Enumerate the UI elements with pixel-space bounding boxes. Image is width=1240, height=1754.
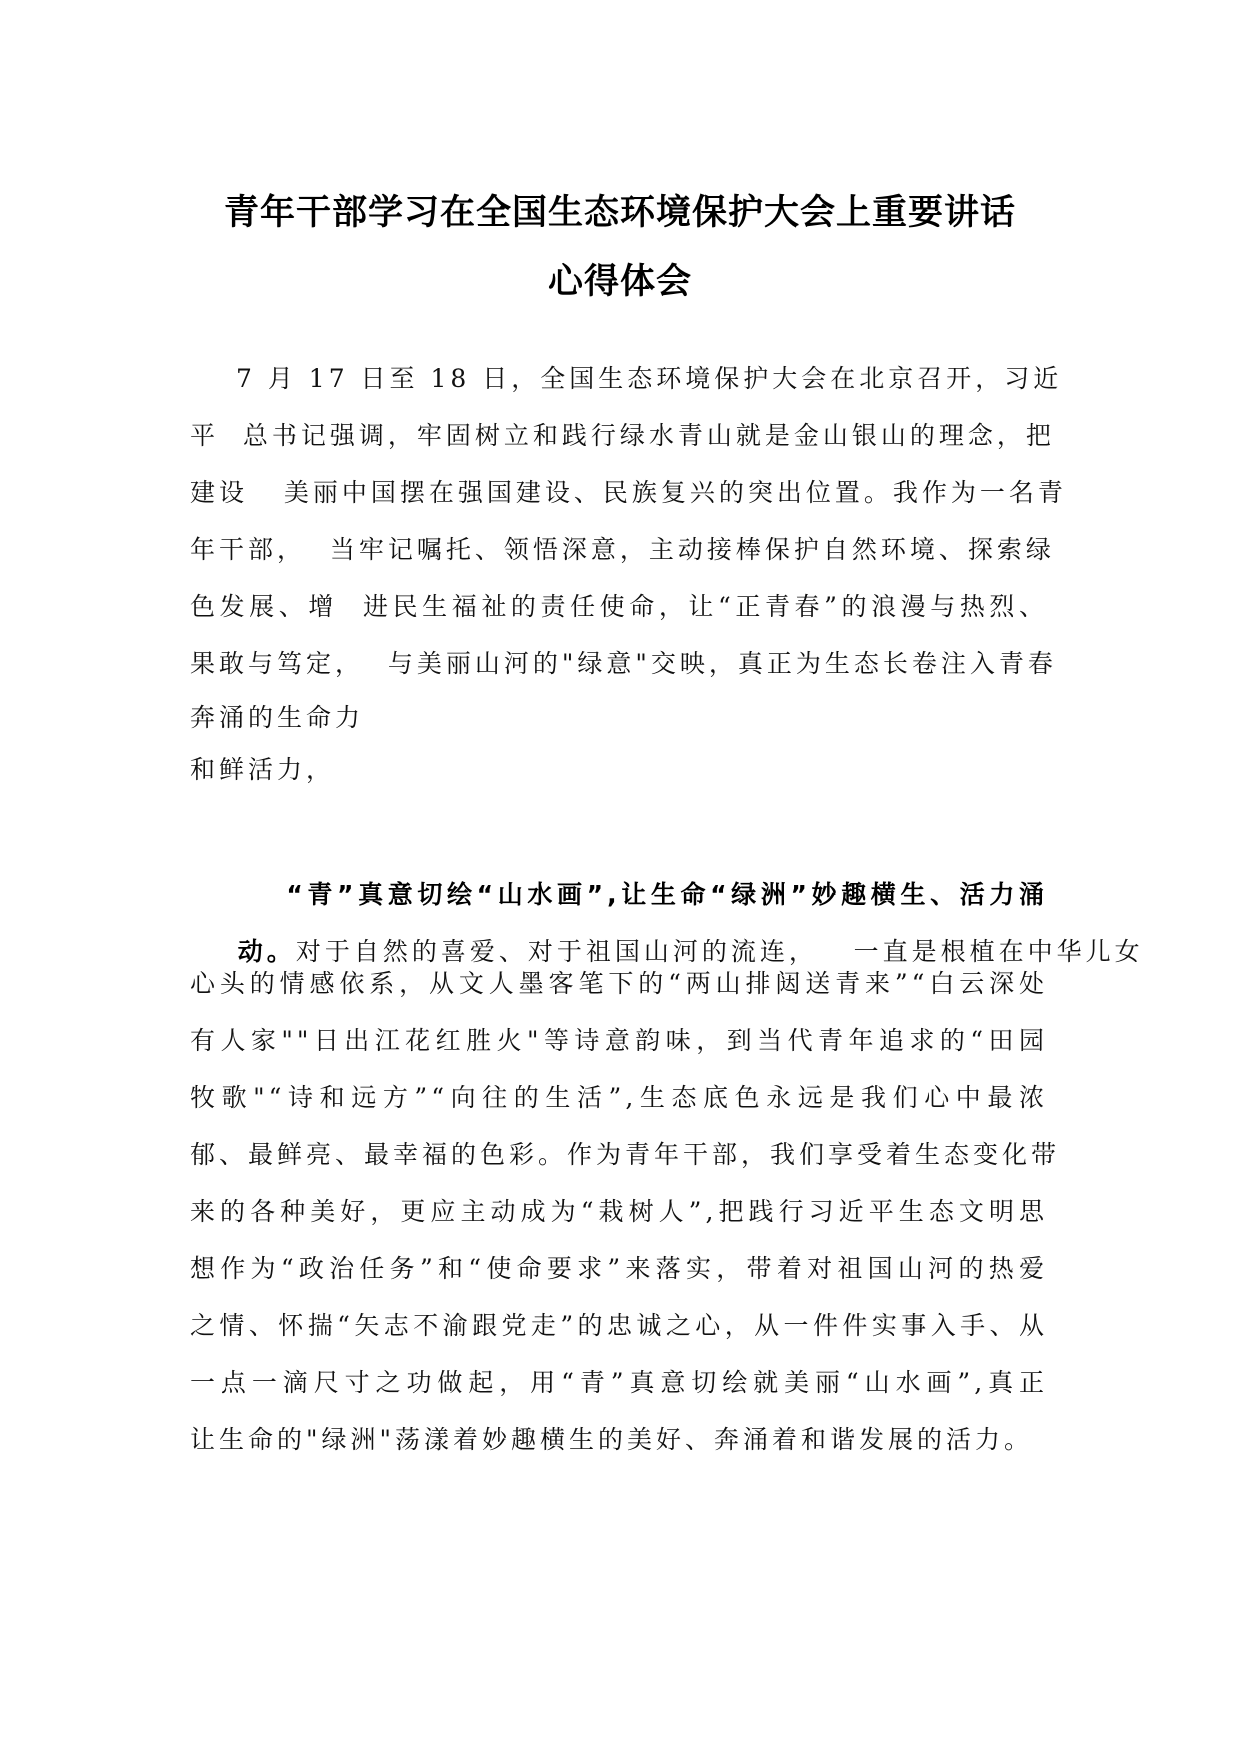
paragraph-2-line-4: 有人家""日出江花红胜火"等诗意韵味，到当代青年追求的“田园 (190, 1026, 1048, 1055)
paragraph-2-line-6: 郁、最鲜亮、最幸福的色彩。作为青年干部，我们享受着生态变化带 (190, 1140, 1061, 1169)
paragraph-2-line-11: 让生命的"绿洲"荡漾着妙趣横生的美好、奔涌着和谐发展的活力。 (190, 1425, 1034, 1454)
paragraph-1-line-8: 和鲜活力， (190, 755, 336, 784)
document-title-line-2: 心得体会 (547, 262, 692, 302)
paragraph-1-line-4: 年干部， 当牢记嘱托、领悟深意，主动接棒保护自然环境、探索绿 (190, 535, 1055, 564)
paragraph-2-line-2-text: 对于自然的喜爱、对于祖国山河的流连， 一直是根植在中华儿女 (295, 937, 1144, 966)
document-title-line-1: 青年干部学习在全国生态环境保护大会上重要讲话 (223, 193, 1016, 233)
paragraph-2-bold-heading-end: 动。 (237, 937, 296, 966)
paragraph-1-line-1: 7 月 17 日至 18 日，全国生态环境保护大会在北京召开，习近 (236, 364, 1063, 393)
paragraph-1-line-3: 建设 美丽中国摆在强国建设、民族复兴的突出位置。我作为一名青 (190, 478, 1067, 507)
paragraph-1-line-5: 色发展、增 进民生福祉的责任使命，让“正青春”的浪漫与热烈、 (190, 592, 1048, 621)
paragraph-2-line-9: 之情、怀揣“矢志不渝跟党走”的忠诚之心，从一件件实事入手、从 (190, 1311, 1048, 1340)
paragraph-2-line-7: 来的各种美好，更应主动成为“栽树人”,把践行习近平生态文明思 (190, 1197, 1048, 1226)
paragraph-1-line-7: 奔涌的生命力 (190, 703, 365, 732)
paragraph-2-line-5: 牧歌"“诗和远方”“向往的生活”,生态底色永远是我们心中最浓 (190, 1083, 1048, 1112)
paragraph-2-line-3: 心头的情感依系，从文人墨客笔下的“两山排闼送青来”“白云深处 (190, 969, 1048, 998)
paragraph-1-line-6: 果敢与笃定， 与美丽山河的"绿意"交映，真正为生态长卷注入青春 (190, 649, 1057, 678)
paragraph-1-line-2: 平 总书记强调，牢固树立和践行绿水青山就是金山银山的理念，把 (190, 421, 1055, 450)
paragraph-2-bold-heading: “青”真意切绘“山水画”,让生命“绿洲”妙趣横生、活力涌 (286, 880, 1048, 909)
paragraph-2-line-10: 一点一滴尺寸之功做起，用“青”真意切绘就美丽“山水画”,真正 (190, 1368, 1048, 1397)
paragraph-2-line-8: 想作为“政治任务”和“使命要求”来落实，带着对祖国山河的热爱 (190, 1254, 1048, 1283)
